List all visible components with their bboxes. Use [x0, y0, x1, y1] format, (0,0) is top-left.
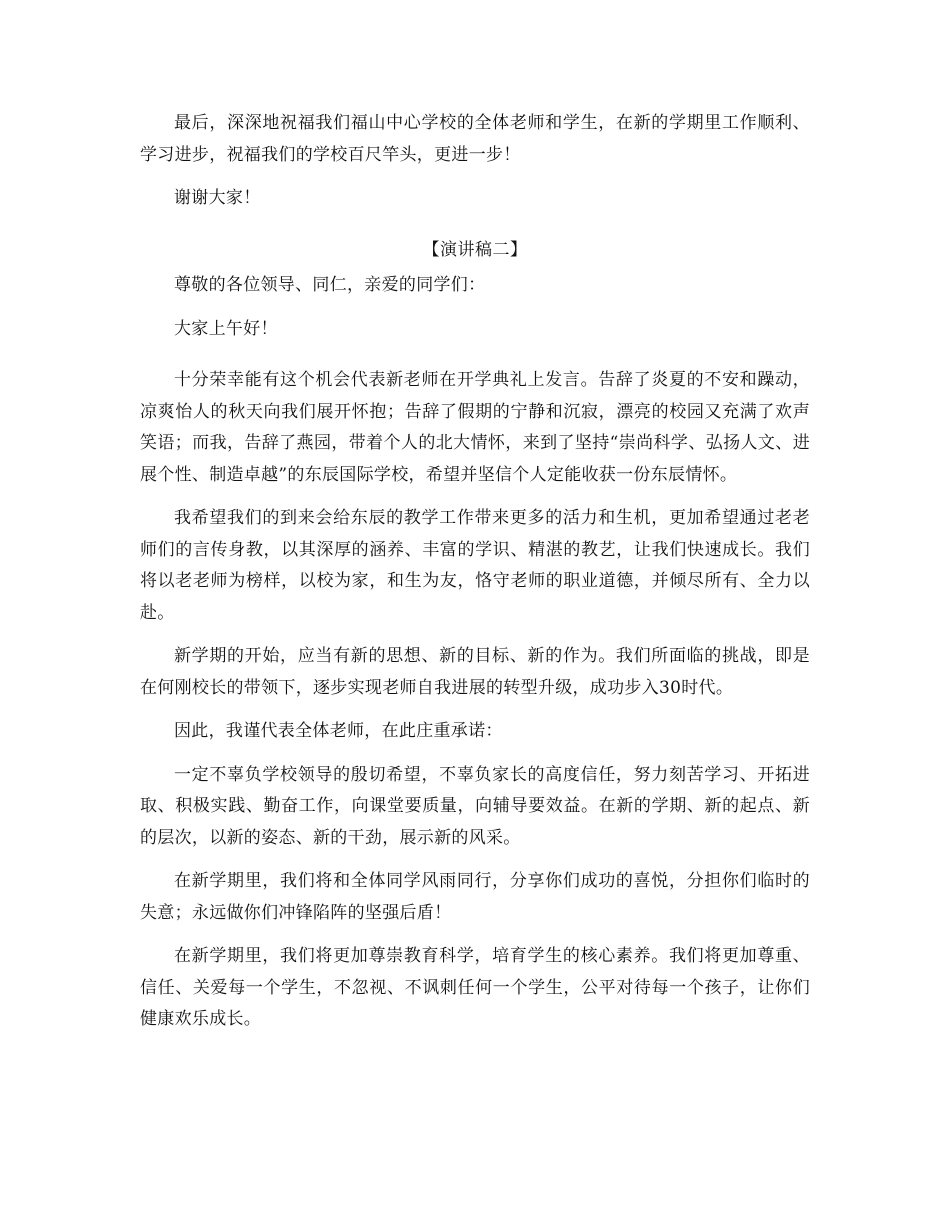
body-paragraph: 我希望我们的到来会给东辰的教学工作带来更多的活力和生机，更加希望通过老老师们的言传身教，以其深厚的涵养、丰富的学识、精湛的教艺，让我们快速成长。我们将以老老师为榜样，以校为家，和生为友，恪守老师的职业道德，并倾尽所有、全力以赴。 [140, 508, 810, 623]
body-paragraph: 一定不辜负学校领导的殷切希望，不辜负家长的高度信任，努力刻苦学习、开拓进取、积极实践、勤奋工作，向课堂要质量，向辅导要效益。在新的学期、新的起点、新的层次，以新的姿态、新的干劲，展示新的风采。 [140, 764, 810, 848]
document-body [140, 108, 810, 1048]
body-paragraph: 因此，我谨代表全体老师，在此庄重承诺： [174, 721, 503, 741]
section-heading: 【演讲稿二】 [422, 239, 528, 260]
closing-blessing-paragraph: 最后，深深地祝福我们福山中心学校的全体老师和学生，在新的学期里工作顺利、学习进步，祝福我们的学校百尺竿头，更进一步！ [140, 113, 810, 165]
salutation: 尊敬的各位领导、同仁，亲爱的同学们： [174, 275, 486, 295]
greeting: 大家上午好！ [174, 318, 278, 339]
body-paragraph: 在新学期里，我们将和全体同学风雨同行，分享你们成功的喜悦，分担你们临时的失意；永远做你们冲锋陷阵的坚强后盾！ [140, 871, 810, 923]
thanks-line: 谢谢大家！ [174, 188, 261, 208]
body-paragraph: 新学期的开始，应当有新的思想、新的目标、新的作为。我们所面临的挑战，即是在何刚校长的带领下，逐步实现老师自我进展的转型升级，成功步入30时代。 [140, 646, 810, 698]
body-paragraph: 十分荣幸能有这个机会代表新老师在开学典礼上发言。告辞了炎夏的不安和躁动，凉爽怡人的秋天向我们展开怀抱；告辞了假期的宁静和沉寂，漂亮的校园又充满了欢声笑语；而我，告辞了燕园，带着个人的北大情怀，来到了坚持“崇尚科学、弘扬人文、进展个性、制造卓越”的东辰国际学校，希望并坚信个人定能收获一份东辰情怀。 [140, 370, 810, 485]
body-paragraph: 在新学期里，我们将更加尊崇教育科学，培育学生的核心素养。我们将更加尊重、信任、关爱每一个学生，不忽视、不讽刺任何一个学生，公平对待每一个孩子，让你们健康欢乐成长。 [140, 946, 810, 1029]
